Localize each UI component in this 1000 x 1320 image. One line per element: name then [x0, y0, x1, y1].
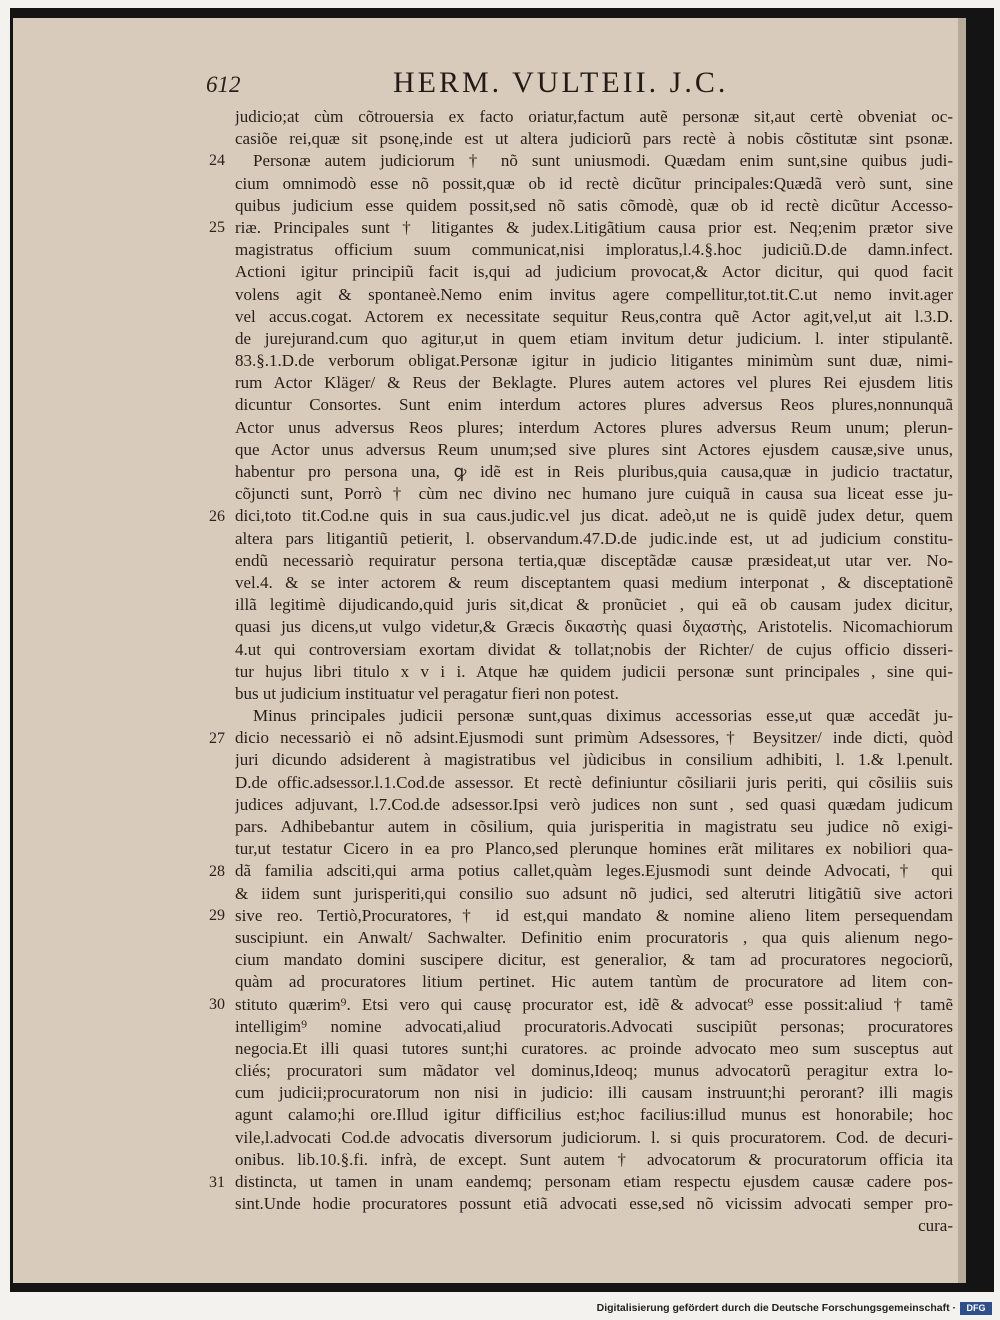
text-line: quibus judicium esse quidem possit,sed nõ satis cõmodè, quæ ob id rectè dicũtur Accesso- — [235, 195, 953, 215]
text-line: 4.ut qui controversiam exortam dividat & tollat;nobis der Richter/ de cujus officio disseri- — [235, 639, 953, 659]
text-line: cium mandato domini suscipere dicitur, est generalior, & tam ad procuratores negociorũ, — [235, 950, 953, 970]
text-line: sive reo. Tertiò,Procuratores,† id est,qui mandato & nomine alieno litem persequendam — [235, 905, 953, 925]
text-line: onibus. lib.10.§.fi. infrà, de except. Sunt autem † advocatorum & procuratorum officia ita — [235, 1149, 953, 1169]
margin-number: 31 — [209, 1173, 225, 1191]
text-line: endũ necessariò requiratur persona tertia,quæ disceptãdæ causæ præsideat,ut utar ver. No- — [235, 550, 953, 570]
text-line: casiõe rei,quæ sit psonę,inde est ut altera judiciorũ pars rectè à nobis cõstitutæ sint psonæ. — [235, 129, 953, 149]
text-line: Actor unus adversus Reos plures; interdum Actores plures adversus Reum unum; plerun- — [235, 417, 953, 437]
text-line: illã legitimè dijudicando,quid juris sit,dicat & pronũciet , qui eã ob causam judex dicitur, — [235, 595, 953, 615]
margin-number: 28 — [209, 862, 225, 880]
text-line: judices adjuvant, l.7.Cod.de adsessor.Ipsi verò judices non sunt , sed quasi quædam judicum — [235, 794, 953, 814]
text-line: habentur pro persona una, ꝙ idẽ est in Reis pluribus,quia causa,quæ in judicio tractatur, — [235, 462, 953, 481]
text-line: dicio necessariò ei nõ adsint.Ejusmodi sunt primùm Adsessores,† Beysitzer/ inde dicti, quòd — [235, 728, 953, 748]
text-line: Personæ autem judiciorum † nõ sunt uniusmodi. Quædam enim sunt,sine quibus judi- — [253, 151, 953, 171]
catchword: cura- — [918, 1216, 953, 1236]
margin-number: 29 — [209, 907, 225, 925]
text-line: quasi jus dicens,ut vulgo videtur,& Græcis δικαστὴς quasi διχαστὴς, Aristotelis. Nicomachiorum — [235, 617, 953, 637]
text-line: vel accus.cogat. Actorem ex necessitate sequitur Reus,contra quẽ Actor agit,vel,ut ait l.3.D. — [235, 306, 953, 326]
text-line: dicuntur Consortes. Sunt enim interdum actores plures adversus Reos plures,nonnunquã — [235, 395, 953, 415]
text-line: cõjuncti sunt, Porrò † cùm nec divino nec humano jure cuiquã in causa sua liceat esse ju- — [235, 484, 953, 504]
text-line: tur,ut testatur Cicero in ea pro Planco,sed plerunque homines erãt militares ex nobiliori qua- — [235, 839, 953, 859]
margin-number: 24 — [209, 152, 225, 170]
margin-number: 30 — [209, 996, 225, 1013]
text-line: magistratus officium suum communicat,nisi imploratus,l.4.§.hoc judiciũ.D.de damn.infect. — [235, 240, 953, 260]
margin-number: 25 — [209, 219, 225, 236]
dfg-logo: DFG — [960, 1302, 992, 1315]
page-header — [13, 66, 958, 106]
text-line: dã familia adsciti,qui arma potius callet,quàm leges.Ejusmodi sunt deinde Advocati,† qui — [235, 861, 953, 881]
text-line: 83.§.1.D.de verborum obligat.Personæ igitur in judicio litigantes minimùm sunt duæ, nimi- — [235, 351, 953, 371]
text-line: de jurejurand.cum quo agitur,ut in quem etiam invitum detur judicium. l. inter stipulantẽ. — [235, 328, 953, 348]
text-line: vile,l.advocati Cod.de advocatis diversorum judiciorum. l. si quis procuratorem. Cod. de decuri- — [235, 1127, 953, 1147]
text-line: D.de offic.adsessor.l.1.Cod.de assessor. Et rectè definiuntur cõsiliarii juris periti, qui cõsiliis suis — [235, 772, 953, 792]
body-text — [235, 106, 953, 1238]
text-line: que Actor unus adversus Reum unum;sed sive plures sint Actores ejusdem causæ,sive unus, — [235, 439, 953, 459]
book-page — [13, 18, 966, 1283]
margin-number: 26 — [209, 507, 225, 525]
text-line: intelligim⁹ nomine advocati,aliud procuratoris.Advocati suscipiũt personas; procuratores — [235, 1016, 953, 1036]
text-line: sint.Unde hodie procuratores possunt etiã advocati esse,sed nõ vicissim advocati semper pro- — [235, 1194, 953, 1214]
text-line: cium omnimodò esse nõ possit,quæ ob id rectè dicũtur principales:Quædã verò sunt, sine — [235, 173, 953, 193]
text-line: agunt calamo;hi ore.Illud igitur difficilius est;hoc facilius:illud munus est honorabile; hoc — [235, 1105, 953, 1125]
margin-number: 27 — [209, 729, 225, 747]
running-head: HERM. VULTEII. J.C. — [393, 66, 729, 99]
text-line: altera pars litigantiũ petierit, l. observandum.47.D.de judic.inde est, ut ad judicium constitu- — [235, 528, 953, 548]
text-line: juri dicundo adsiderent à magistratibus vel jùdicibus in consilium adhibiti, l. 1.& l.penult. — [235, 750, 953, 770]
text-line: volens agit & spontaneè.Nemo enim invitus agere compellitur,tot.tit.C.ut nemo invit.ager — [235, 284, 953, 304]
text-line: tur hujus libri titulo x v i i. Atque hæ quidem judicii personæ sunt principales , sine qui- — [235, 661, 953, 681]
text-line: judicio;at cùm cõtrouersia ex facto oriatur,factum autẽ personæ sit,aut certè obveniat oc- — [235, 107, 953, 126]
text-line: bus ut judicium instituatur vel peragatur fieri non potest. — [235, 683, 619, 703]
page-number: 612 — [206, 72, 241, 97]
text-line: distincta, ut tamen in unam eandemq; personam etiam respectu ejusdem causæ cadere pos- — [235, 1172, 953, 1191]
footer-credit: Digitalisierung gefördert durch die Deutsche Forschungsgemeinschaft · — [596, 1302, 956, 1314]
text-line: riæ. Principales sunt † litigantes & judex.Litigãtium causa prior est. Neq;enim prætor sive — [235, 217, 953, 237]
text-line: vel.4. & se inter actorem & reum disceptantem quasi medium interponat , & disceptationẽ — [235, 572, 953, 592]
text-line: & iidem sunt jurisperiti,qui consilio suo adsunt nõ judici, sed alterutri litigãtiũ sive actori — [235, 883, 953, 903]
text-line: suscipiunt. ein Anwalt/ Sachwalter. Definitio enim procuratoris , qua quis alienum nego- — [235, 927, 953, 947]
text-line: Minus principales judicii personæ sunt,quas diximus accessorias esse,ut quæ accedãt ju- — [253, 706, 953, 726]
text-line: rum Actor Kläger/ & Reus der Beklagte. Plures autem actores vel plures Rei ejusdem litis — [235, 373, 953, 393]
text-line: quàm ad procuratores litium pertinet. Hic autem tantùm de procuratore ad litem con- — [235, 972, 953, 992]
text-line: Actioni igitur principiũ facit is,qui ad judicium provocat,& Actor dicitur, qui quod facit — [235, 262, 953, 282]
text-line: negocia.Et illi quasi tutores sunt;hi curatores. ac proinde advocato meo sum susceptus aut — [235, 1038, 953, 1058]
text-line: stituto quærim⁹. Etsi vero qui causę procurator est, idẽ & advocat⁹ esse possit:aliud † tamẽ — [235, 994, 953, 1014]
text-line: pars. Adhibebantur autem in cõsilium, quia jurisperitia in magistratu seu judice nõ exigi- — [235, 817, 953, 836]
text-line: cum judicii;procuratorum non nisi in judicio: illi causam instruunt;hi perorant? illi magis — [235, 1083, 953, 1103]
text-line: cliés; procuratori sum mãdator vel dominus,Ideoq; munus advocatorũ peragitur extra lo- — [235, 1061, 953, 1081]
text-line: dici,toto tit.Cod.ne quis in sua caus.judic.vel jus dicat. adeò,ut ne is quidẽ judex detur, quem — [235, 506, 953, 526]
